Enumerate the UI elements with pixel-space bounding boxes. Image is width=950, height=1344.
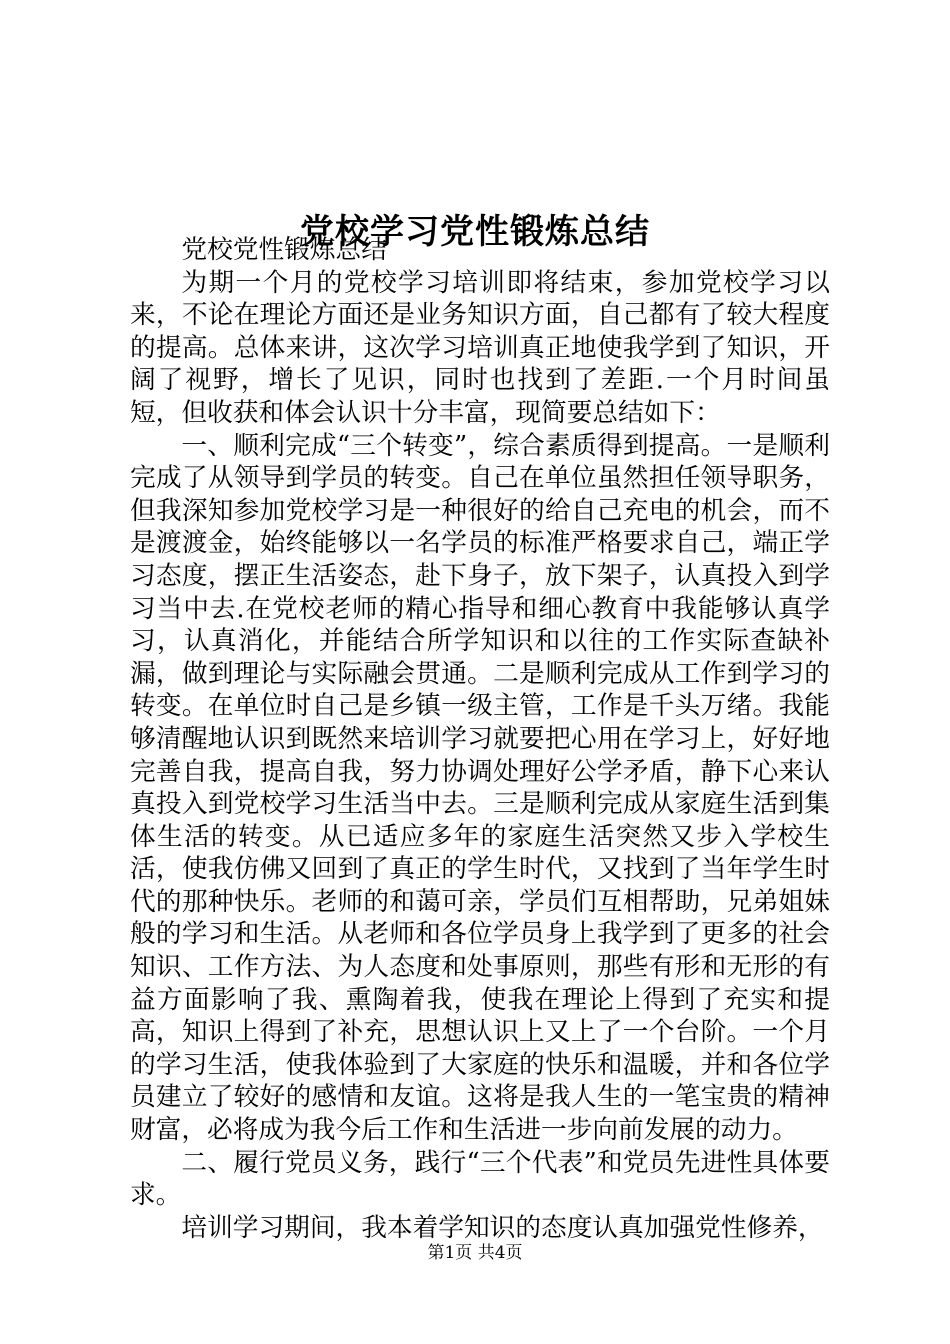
page-title: 党校学习党性锻炼总结 xyxy=(300,211,650,252)
intro-paragraph: 为期一个月的党校学习培训即将结束，参加党校学习以来，不论在理论方面还是业务知识方面，自己都有了较大程度的提高。总体来讲，这次学习培训真正地使我学到了知识，开阔了视野，增长了见识，同时也找到了差距.一个月时间虽短，但收获和体会认识十分丰富，现简要总结如下： xyxy=(130,267,830,428)
section-two-heading: 二、履行党员义务，践行“三个代表”和党员先进性具体要求。 xyxy=(130,1147,830,1211)
document-body xyxy=(130,234,830,1244)
section-two-paragraph: 培训学习期间，我本着学知识的态度认真加强党性修养， xyxy=(181,1212,824,1243)
page-number-footer: 第1页 共4页 xyxy=(427,1243,523,1263)
section-one-paragraph: 一、顺利完成“三个转变”，综合素质得到提高。一是顺利完成了从领导到学员的转变。自己在单位虽然担任领导职务，但我深知参加党校学习是一种很好的给自己充电的机会，而不是渡渡金，始终能够以一名学员的标准严格要求自己，端正学习态度，摆正生活姿态，赴下身子，放下架子，认真投入到学习当中去.在党校老师的精心指导和细心教育中我能够认真学习，认真消化，并能结合所学知识和以往的工作实际查缺补漏，做到理论与实际融会贯通。二是顺利完成从工作到学习的转变。在单位时自己是乡镇一级主管，工作是千头万绪。我能够清醒地认识到既然来培训学习就要把心用在学习上，好好地完善自我，提高自我，努力协调处理好公学矛盾，静下心来认真投入到党校学习生活当中去。三是顺利完成从家庭生活到集体生活的转变。从已适应多年的家庭生活突然又步入学校生活，使我仿佛又回到了真正的学生时代，又找到了当年学生时代的那种快乐。老师的和蔼可亲，学员们互相帮助，兄弟姐妹般的学习和生活。从老师和各位学员身上我学到了更多的社会知识、工作方法、为人态度和处事原则，那些有形和无形的有益方面影响了我、熏陶着我，使我在理论上得到了充实和提高，知识上得到了补充，思想认识上又上了一个台阶。一个月的学习生活，使我体验到了大家庭的快乐和温暖，并和各位学员建立了较好的感情和友谊。这将是我人生的一笔宝贵的精神财富，必将成为我今后工作和生活进一步向前发展的动力。 xyxy=(130,430,830,1146)
subtitle-paragraph: 党校党性锻炼总结 xyxy=(181,235,387,265)
